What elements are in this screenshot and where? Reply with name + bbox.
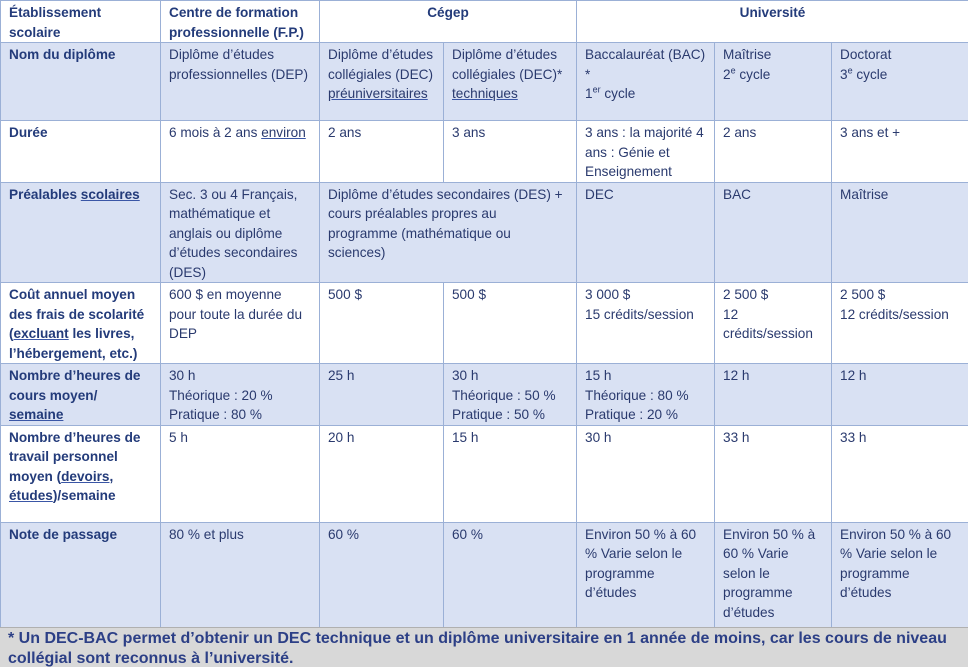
heures-travail-label-rest: )/semaine [53, 488, 116, 503]
maitrise-cycle-text: cycle [736, 67, 771, 82]
heures-cours-bac-theorique: Théorique : 80 % [585, 388, 689, 403]
cell-note-maitrise: Environ 50 % à 60 % Varie selon le programme d’études [715, 522, 832, 640]
cell-diplome-dec-technique [444, 43, 577, 121]
heures-travail-label-text: Nombre d’heures de travail personnel moyen ( [9, 430, 140, 484]
cell-note-dep: 80 % et plus [161, 522, 320, 640]
heures-cours-bac-pratique: Pratique : 20 % [585, 407, 678, 422]
label-duree: Durée [1, 121, 161, 183]
bac-cycle-number: 1 [585, 86, 593, 101]
row-cout [1, 283, 968, 364]
dec-tech-text: Diplôme d’études collégiales (DEC)* [452, 47, 562, 82]
cout-doctorat-amount: 2 500 $ [840, 287, 885, 302]
doctorat-cycle-sup: e [848, 65, 853, 75]
heures-travail-label-underlined: devoirs, études [9, 469, 113, 504]
row-heures-travail [1, 425, 968, 522]
cell-diplome-dep: Diplôme d’études professionnelles (DEP) [161, 43, 320, 121]
heures-cours-dep-total: 30 h [169, 368, 195, 383]
cout-label-rest: les livres, l’hébergement, etc.) [9, 326, 137, 361]
bac-cycle-text: cycle [601, 86, 636, 101]
bac-text: Baccalauréat (BAC) * [585, 47, 705, 82]
cell-cout-dec-preuniversitaire: 500 $ [320, 283, 444, 364]
cell-diplome-bac [577, 43, 715, 121]
cell-duree-doctorat: 3 ans et + [832, 121, 968, 183]
cout-label-text: Coût annuel moyen des frais de scolarité ( [9, 287, 144, 341]
cell-heures-cours-doctorat: 12 h [832, 364, 968, 426]
label-note-passage: Note de passage [1, 522, 161, 640]
header-formation-professionnelle: Centre de formation professionnelle (F.P.) [161, 1, 320, 43]
cell-duree-maitrise: 2 ans [715, 121, 832, 183]
header-cegep: Cégep [320, 1, 577, 43]
cell-note-doctorat: Environ 50 % à 60 % Varie selon le programme d’études [832, 522, 968, 640]
cell-duree-bac: 3 ans : la majorité 4 ans : Génie et Enseignement [577, 121, 715, 183]
cell-diplome-doctorat [832, 43, 968, 121]
header-row [1, 1, 968, 43]
cell-prealables-doctorat: Maîtrise [832, 182, 968, 283]
dec-pre-text: Diplôme d’études collégiales (DEC) [328, 47, 433, 82]
row-prealables [1, 182, 968, 283]
duree-dep-underlined: environ [261, 125, 306, 140]
heures-cours-label-underlined: semaine [9, 407, 63, 422]
cell-duree-dep [161, 121, 320, 183]
cout-bac-amount: 3 000 $ [585, 287, 630, 302]
doctorat-text: Doctorat [840, 47, 891, 62]
cout-label-underlined: excluant [14, 326, 69, 341]
row-heures-cours [1, 364, 968, 426]
cout-doctorat-credits: 12 crédits/session [840, 307, 949, 322]
cell-cout-bac [577, 283, 715, 364]
label-heures-cours [1, 364, 161, 426]
row-duree [1, 121, 968, 183]
cell-heures-cours-dec-technique [444, 364, 577, 426]
cell-heures-travail-maitrise: 33 h [715, 425, 832, 522]
header-etablissement: Établissement scolaire [1, 1, 161, 43]
cell-heures-travail-dec-preuniversitaire: 20 h [320, 425, 444, 522]
prealables-label-text: Préalables [9, 187, 81, 202]
cell-note-dec-preuniversitaire: 60 % [320, 522, 444, 640]
prealables-label-underlined: scolaires [81, 187, 140, 202]
bac-cycle-sup: er [593, 84, 601, 94]
row-note-passage [1, 522, 968, 640]
label-prealables [1, 182, 161, 283]
cout-maitrise-amount: 2 500 $ [723, 287, 768, 302]
heures-cours-tech-total: 30 h [452, 368, 478, 383]
cell-note-bac: Environ 50 % à 60 % Varie selon le programme d’études [577, 522, 715, 640]
label-nom-diplome: Nom du diplôme [1, 43, 161, 121]
cell-prealables-maitrise: BAC [715, 182, 832, 283]
cell-duree-dec-technique: 3 ans [444, 121, 577, 183]
maitrise-text: Maîtrise [723, 47, 771, 62]
cell-heures-travail-doctorat: 33 h [832, 425, 968, 522]
cell-duree-dec-preuniversitaire: 2 ans [320, 121, 444, 183]
cell-heures-cours-bac [577, 364, 715, 426]
heures-cours-bac-total: 15 h [585, 368, 611, 383]
heures-cours-tech-theorique: Théorique : 50 % [452, 388, 556, 403]
heures-cours-tech-pratique: Pratique : 50 % [452, 407, 545, 422]
cell-diplome-dec-preuniversitaire [320, 43, 444, 121]
heures-cours-label-text: Nombre d’heures de cours moyen/ [9, 368, 140, 403]
cell-heures-travail-dep: 5 h [161, 425, 320, 522]
label-heures-travail [1, 425, 161, 522]
cell-cout-doctorat [832, 283, 968, 364]
cell-prealables-bac: DEC [577, 182, 715, 283]
cout-maitrise-credits: 12 crédits/session [723, 307, 813, 342]
cell-cout-dep: 600 $ en moyenne pour toute la durée du DEP [161, 283, 320, 364]
doctorat-cycle-number: 3 [840, 67, 848, 82]
heures-cours-dep-theorique: Théorique : 20 % [169, 388, 273, 403]
maitrise-cycle-number: 2 [723, 67, 731, 82]
label-cout [1, 283, 161, 364]
cell-heures-cours-maitrise: 12 h [715, 364, 832, 426]
cout-bac-credits: 15 crédits/session [585, 307, 694, 322]
cell-heures-travail-bac: 30 h [577, 425, 715, 522]
footnote: * Un DEC-BAC permet d’obtenir un DEC technique et un diplôme universitaire en 1 année de moins, car les cours de niveau collégial sont reconnus à l’université. [0, 627, 968, 667]
cell-diplome-maitrise [715, 43, 832, 121]
doctorat-cycle-text: cycle [853, 67, 888, 82]
dec-pre-underlined: préuniversitaires [328, 86, 428, 101]
header-universite: Université [577, 1, 968, 43]
cell-prealables-dep: Sec. 3 ou 4 Français, mathématique et anglais ou diplôme d’études secondaires (DES) [161, 182, 320, 283]
heures-cours-dep-pratique: Pratique : 80 % [169, 407, 262, 422]
cell-prealables-cegep: Diplôme d’études secondaires (DES) + cours préalables propres au programme (mathématique ou sciences) [320, 182, 577, 283]
duree-dep-text: 6 mois à 2 ans [169, 125, 261, 140]
cell-cout-dec-technique: 500 $ [444, 283, 577, 364]
cell-cout-maitrise [715, 283, 832, 364]
cell-note-dec-technique: 60 % [444, 522, 577, 640]
dec-tech-underlined: techniques [452, 86, 518, 101]
cell-heures-cours-dep [161, 364, 320, 426]
maitrise-cycle-sup: e [731, 65, 736, 75]
cell-heures-cours-dec-preuniversitaire: 25 h [320, 364, 444, 426]
cell-heures-travail-dec-technique: 15 h [444, 425, 577, 522]
row-nom-diplome [1, 43, 968, 121]
